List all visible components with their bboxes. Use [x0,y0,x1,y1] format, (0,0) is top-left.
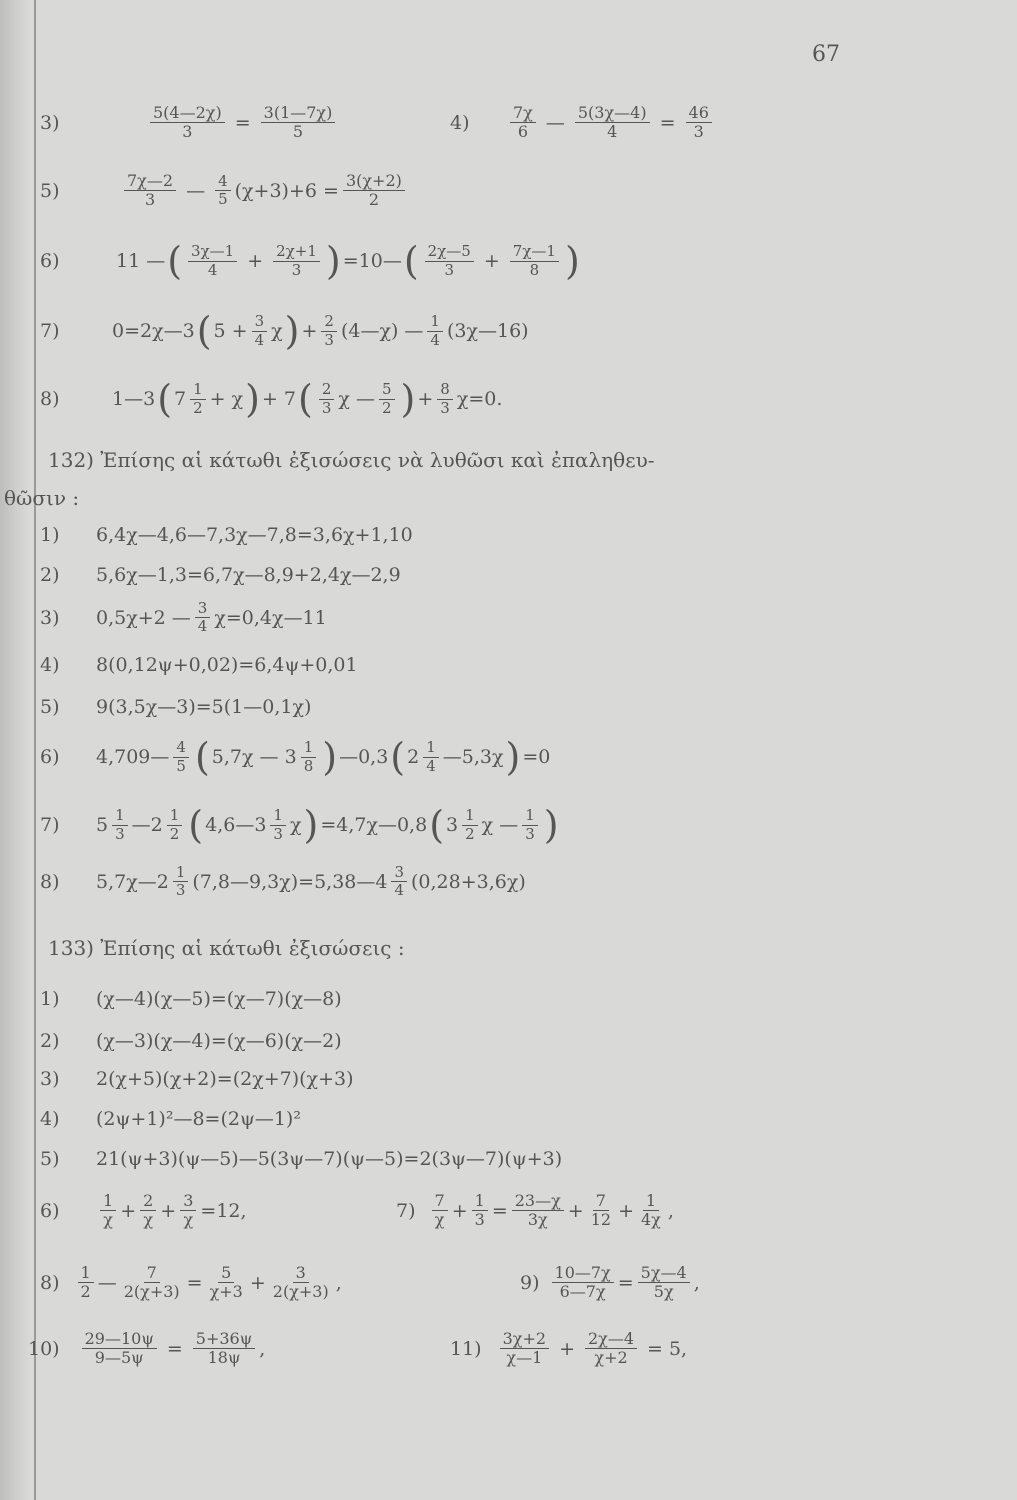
equation-label: 1) [40,988,60,1010]
equation-label: 7) [40,814,60,836]
equation-3: 3) $\frac{5(4—2\chi)}{3}$ = $\frac{3(1—7\chi)}{5}$ [40,104,339,142]
equation-b2-6: 6) 4,709— $\frac{4}{5}$ ( 5,7χ — 3 $\frac{1}{8}$ ) —0,3 ( 2 $\frac{1}{4}$ —5,3χ ) =0 [40,735,551,779]
equation-b3-7: 7) $\frac{7}{\chi}$ + $\frac{1}{3}$ = $\frac{23—\chi}{3\chi}$ + $\frac{7}{12}$ + $\frac{1}{4\chi}$ , [396,1191,674,1230]
equation-b3-10: 10) $\frac{29—10\psi}{9—5\psi}$ = $\frac{5+36\psi}{18\psi}$ , [28,1329,266,1368]
equation-b3-1 [40,988,342,1010]
equation-label: 4) [40,654,60,676]
equation-label: 3) [40,1068,60,1090]
equation-label: 2) [40,564,60,586]
equation-label: 10) [28,1337,60,1360]
equation-label: 11) [450,1337,482,1360]
equation-b2-2 [40,564,401,586]
equation-label: 5) [40,179,60,202]
equation-b2-8: 8) 5,7χ—2 $\frac{1}{3}$ (7,8—9,3χ)=5,38—4 $\frac{3}{4}$ (0,28+3,6χ) [40,863,526,900]
equation-text: 9(3,5χ—3)=5(1—0,1χ) [96,696,312,718]
equation-text: 6,4χ—4,6—7,3χ—7,8=3,6χ+1,10 [96,524,413,546]
equation-b3-4 [40,1108,301,1130]
equation-label: 5) [40,696,60,718]
equation-label: 8) [40,1271,60,1294]
equation-b2-3: 3) 0,5χ+2 — $\frac{3}{4}$ χ=0,4χ—11 [40,599,327,636]
exercise-133-heading: 133) Ἐπίσης αἱ κάτωθι ἐξισώσεις : [48,936,405,960]
equation-b3-11: 11) $\frac{3\chi+2}{\chi—1}$ + $\frac{2\chi—4}{\chi+2}$ = 5, [450,1329,688,1368]
equation-label: 9) [520,1271,540,1294]
exercise-132-heading-cont: θῶσιν : [4,486,80,510]
equation-text: 21(ψ+3)(ψ—5)—5(3ψ—7)(ψ—5)=2(3ψ—7)(ψ+3) [96,1148,563,1170]
equation-4: 4) $\frac{7\chi}{6}$ — $\frac{5(3\chi—4)}{4}$ = $\frac{46}{3}$ [450,104,716,142]
equation-text: (2ψ+1)²—8=(2ψ—1)² [96,1108,301,1130]
equation-b3-9: 9) $\frac{10—7\chi}{6—7\chi}$ = $\frac{5\chi—4}{5\chi}$ , [520,1263,700,1302]
equation-label: 3) [40,606,60,629]
equation-label: 1) [40,524,60,546]
equation-7: 7) 0=2χ—3 ( 5 + $\frac{3}{4}$ χ ) + $\frac{2}{3}$ (4—χ) — $\frac{1}{4}$ (3χ—16) [40,309,529,353]
equation-b2-1 [40,524,413,546]
equation-label: 4) [450,111,470,134]
book-gutter [0,0,30,1500]
equation-8: 8) 1—3 ( 7 $\frac{1}{2}$ + χ ) + 7 ( $\frac{2}{3}$ χ — $\frac{5}{2}$ ) + $\frac{8}{3}$ χ=0. [40,377,503,421]
equation-b2-5 [40,696,311,718]
equation-b3-5 [40,1148,562,1170]
equation-label: 3) [40,111,60,134]
equation-b3-8: 8) $\frac{1}{2}$ — $\frac{7}{2(\chi+3)}$ = $\frac{5}{\chi+3}$ + $\frac{3}{2(\chi+3)}$ , [40,1263,342,1302]
equation-b3-2 [40,1030,342,1052]
equation-text: 8(0,12ψ+0,02)=6,4ψ+0,01 [96,654,358,676]
equation-label: 7) [396,1199,416,1222]
equation-label: 6) [40,250,60,272]
equation-label: 6) [40,1199,60,1222]
equation-label: 8) [40,870,60,893]
equation-label: 8) [40,388,60,410]
equation-text: 2(χ+5)(χ+2)=(2χ+7)(χ+3) [96,1068,354,1090]
equation-b3-6: 6) $\frac{1}{\chi}$ + $\frac{2}{\chi}$ + $\frac{3}{\chi}$ =12, [40,1191,247,1230]
equation-label: 5) [40,1148,60,1170]
equation-label: 4) [40,1108,60,1130]
equation-label: 2) [40,1030,60,1052]
equation-text: (χ—4)(χ—5)=(χ—7)(χ—8) [96,988,342,1010]
equation-label: 6) [40,746,60,768]
equation-6: 6) 11 — ( $\frac{3\chi—1}{4}$ + $\frac{2\chi+1}{3}$ ) =10— ( $\frac{2\chi—5}{3}$ + $\frac{7\chi—1}{8}$ ) [40,239,580,283]
page-number: 67 [812,42,840,67]
page-margin-line [34,0,36,1500]
equation-text: 5,6χ—1,3=6,7χ—8,9+2,4χ—2,9 [96,564,401,586]
equation-5: 5) $\frac{7\chi—2}{3}$ — $\frac{4}{5}$ (χ+3)+6 = $\frac{3(\chi+2)}{2}$ [40,172,409,210]
equation-text: (χ—3)(χ—4)=(χ—6)(χ—2) [96,1030,342,1052]
equation-b2-4 [40,654,358,676]
equation-b2-7: 7) 5 $\frac{1}{3}$ —2 $\frac{1}{2}$ ( 4,6—3 $\frac{1}{3}$ χ ) =4,7χ—0,8 ( 3 $\frac{1}{2}$ χ — $\frac{1}{3}$ ) [40,803,559,847]
equation-b3-3 [40,1068,353,1090]
equation-label: 7) [40,320,60,342]
exercise-132-heading: 132) Ἐπίσης αἱ κάτωθι ἐξισώσεις νὰ λυθῶσι καὶ ἐπαληθευ- [48,448,655,472]
